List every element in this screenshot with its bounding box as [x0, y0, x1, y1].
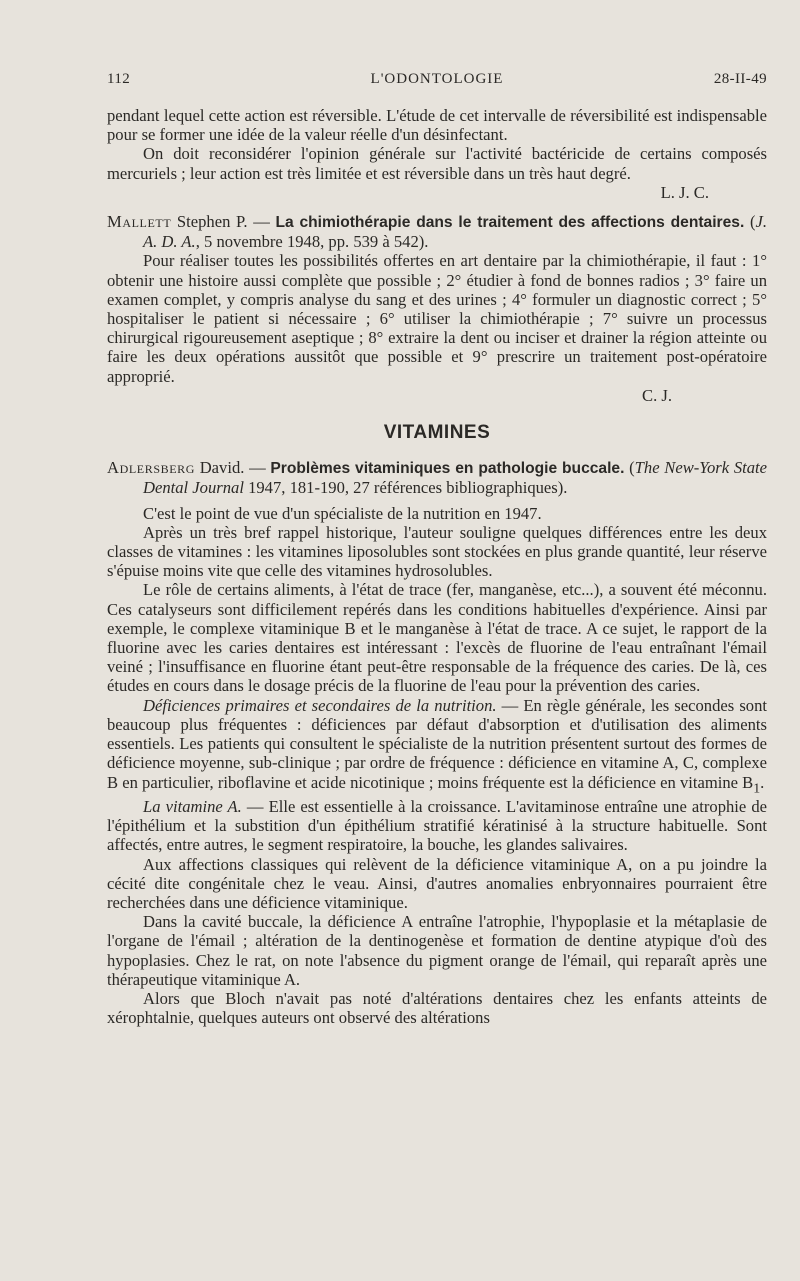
article-1-body: Pour réaliser toutes les possibilités offertes en art dentaire par la chimiothérapie, il faut : 1° obtenir une histoire aussi complète que possible ; 2° étudier à fond de bonnes radios ; 3° faire un examen complet, y compris analyse du sang et des urines ; 4° formuler un diagnostic correct ; 5° hospitaliser le patient si nécessaire ; 6° utiliser la chimiothérapie ; 7° suivre un processus chirurgical rigoureusement aseptique ; 8° extraire la dent ou inciser et drainer la région atteinte ou faire les deux opérations aussitôt que possible et 9° prescrire un traitement post-opératoire approprié. [107, 251, 767, 386]
journal-title: L'ODONTOLOGIE [370, 71, 504, 87]
page-number: 112 [107, 71, 131, 87]
article-1-heading [107, 212, 767, 251]
article-2-paragraph-4 [107, 696, 767, 797]
intro-paragraph-2: On doit reconsidérer l'opinion générale sur l'activité bactéricide de certains composés mercuriels ; leur action est très limitée et est réversible dans un très haut degré. [107, 144, 767, 183]
article-2-title: Problèmes vitaminiques en pathologie buccale. [270, 460, 625, 478]
article-1-author-first: Stephen P. — [171, 212, 276, 232]
page-body [107, 106, 767, 1027]
intro-signature: L. J. C. [660, 182, 709, 202]
article-2-source-journal: The New-York State Dental Journal [143, 458, 767, 498]
article-2-paragraph-8: Alors que Bloch n'avait pas noté d'altérations dentaires chez les enfants atteints de xérophtalnie, quelques auteurs ont observé des altérations [107, 989, 767, 1028]
article-2-author: Adlersberg [107, 458, 195, 478]
article-2-paragraph-6: Aux affections classiques qui relèvent de la déficience vitaminique A, on a pu joindre la cécité dite congénitale chez le veau. Ainsi, d'autres anomalies enbryonnaires pourraient être recherchées dans une déficience vitaminique. [107, 854, 767, 913]
article-2-paragraph-4-subscript: 1 [753, 779, 761, 795]
article-2-paragraph-5-text: — Elle est essentielle à la croissance. L'avitaminose entraîne une atrophie de l'épithélium et la substition d'un épithélium stratifié kératinisé à la structure habituelle. Sont affectés, entre autres, le segment respiratoire, la bouche, les glandes salivaires. [107, 797, 768, 855]
intro-paragraph-1: pendant lequel cette action est réversible. L'étude de cet intervalle de réversibilité est indispensable pour se former une idée de la valeur réelle d'un désinfectant. [107, 106, 767, 145]
article-1-source-journal: J. A. D. A. [143, 212, 767, 252]
article-1-signature: C. J. [642, 385, 672, 405]
issue-date: 28-II-49 [713, 71, 767, 87]
article-2-subheading-deficiences: Déficiences primaires et secondaires de la nutrition. [143, 695, 497, 715]
article-2-paragraph-7: Dans la cavité buccale, la déficience A entraîne l'atrophie, l'hypoplasie et la métaplasie de l'organe de l'émail ; altération de la dentinogenèse et formation de dentine atypique d'où des hypoplasies. Chez le rat, on note l'absence du pigment orange de l'émail, qui reparaît après une thérapeutique vitaminique A. [107, 912, 767, 989]
article-2-source-open: ( [624, 458, 635, 478]
running-head [107, 71, 767, 93]
article-1-title: La chimiothérapie dans le traitement des affections dentaires. [275, 214, 745, 232]
article-2-paragraph-4-text: — En règle générale, les secondes sont beaucoup plus fréquentes : déficiences par défaut d'absorption et d'utilisation des aliments essentiels. Les patients qui consultent le spécialiste de la nutrition présentent surtout des formes de déficience moyenne, sub-clinique ; par ordre de fréquence : déficience en vitamine A, C, complexe B en particulier, riboflavine et acide nicotinique ; moins fréquente est la déficience en vitamine B [107, 695, 767, 792]
article-2-paragraph-2: Après un très bref rappel historique, l'auteur souligne quelques différences entre les deux classes de vitamines : les vitamines liposolubles sont stockées en plus grande quantité, leur réserve s'épuise moins vite que celle des vitamines hydrosolubles. [107, 522, 767, 581]
article-1-source-open: ( [744, 212, 756, 232]
article-1-source-rest: , 5 novembre 1948, pp. 539 à 542). [195, 232, 429, 252]
article-2-source-rest: 1947, 181-190, 27 références bibliographiques). [243, 478, 568, 498]
article-2-subheading-vitamine-a: La vitamine A. [143, 797, 242, 817]
article-2-paragraph-5 [107, 797, 767, 855]
article-1-author: Mallett [107, 212, 172, 232]
article-2-paragraph-4-end: . [760, 772, 765, 792]
article-2-paragraph-1: C'est le point de vue d'un spécialiste de la nutrition en 1947. [143, 503, 542, 523]
article-2-author-first: David. — [195, 458, 271, 478]
article-2-heading [107, 458, 767, 497]
section-title: VITAMINES [383, 422, 491, 444]
article-2-paragraph-3: Le rôle de certains aliments, à l'état de trace (fer, manganèse, etc...), a souvent été méconnu. Ces catalyseurs sont difficilement repérés dans les conditions habituelles d'expérience. Ainsi par exemple, le complexe vitaminique B et le manganèse à l'état de trace. A ce sujet, le rapport de la fluorine avec les caries dentaires est intéressant : l'excès de fluorine de l'eau entraînant l'émail veiné ; l'insuffisance en fluorine étant peut-être responsable de la fréquence des caries. De là, ces études en cours dans le dosage précis de la fluorine de l'eau pour la prévention des caries. [107, 580, 767, 696]
